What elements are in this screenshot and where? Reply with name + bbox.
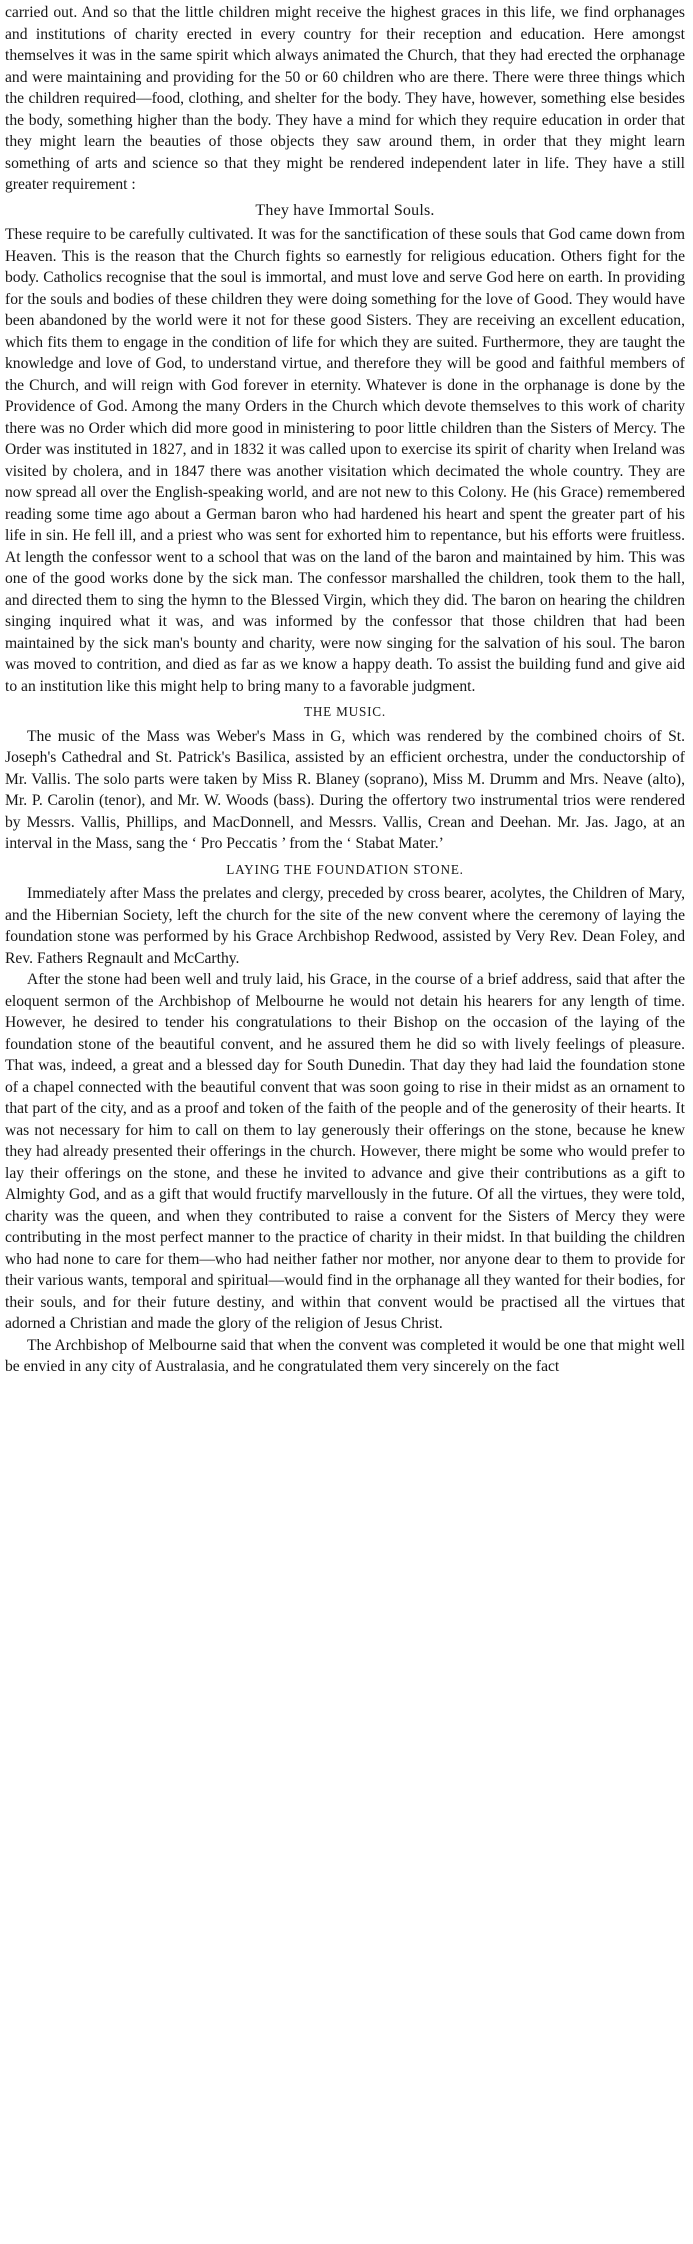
section-heading-foundation-stone: LAYING THE FOUNDATION STONE.	[226, 861, 464, 877]
paragraph-melbourne-archbishop: The Archbishop of Melbourne said that when the convent was completed it would be one that might well be envied in any city of Australasia, and he congratulated them very sincerely on the fact	[5, 1336, 685, 1375]
subheading-immortal-souls: They have Immortal Souls.	[255, 201, 435, 219]
paragraph-orphanage-intro: carried out. And so that the little children might receive the highest graces in this life, we find orphanages and institutions of charity erected in every country for their reception and education. Here amongst themselves it was in the same spirit which always animated the Church, that they had erected the orphanage and were maintaining and providing for the 50 or 60 children who are there. There were three things which the children required—food, clothing, and shelter for the body. They have, however, something else besides the body, something higher than the body. They have a mind for which they require education in order that they might learn the beauties of those objects they saw around them, in order that they might learn something of arts and science so that they might be rendered independent later in life. They have a still greater requirement :	[5, 4, 685, 193]
paragraph-procession: Immediately after Mass the prelates and clergy, preceded by cross bearer, acolytes, the Children of Mary, and the Hibernian Society, left the church for the site of the new convent where the ceremony of laying the foundation stone was performed by his Grace Archbishop Redwood, assisted by Very Rev. Dean Foley, and Rev. Fathers Regnault and McCarthy.	[5, 885, 685, 967]
paragraph-music: The music of the Mass was Weber's Mass in G, which was rendered by the combined choirs of St. Joseph's Cathedral and St. Patrick's Basilica, assisted by an efficient orchestra, under the conductorship of Mr. Vallis. The solo parts were taken by Miss R. Blaney (soprano), Miss M. Drumm and Mrs. Neave (alto), Mr. P. Carolin (tenor), and Mr. W. Woods (bass). During the offertory two instrumental trios were rendered by Messrs. Vallis, Phillips, and MacDonnell, and Messrs. Vallis, Crean and Deehan. Mr. Jas. Jago, at an interval in the Mass, sang the ‘ Pro Peccatis ’ from the ‘ Stabat Mater.’	[5, 727, 685, 852]
section-heading-music: THE MUSIC.	[304, 704, 386, 719]
paragraph-grace-address: After the stone had been well and truly laid, his Grace, in the course of a brief address, said that after the eloquent sermon of the Archbishop of Melbourne he would not detain his hearers for any length of time. However, he desired to tender his congratulations to their Bishop on the occasion of the laying of the foundation stone of the beautiful convent, and he assured them he did so with lively feelings of pleasure. That was, indeed, a great and a blessed day for South Dunedin. That day they had laid the foundation stone of a chapel connected with the beautiful convent that was soon going to rise in their midst as an ornament to that part of the city, and as a proof and token of the faith of the people and of the generosity of their hearts. It was not necessary for him to call on them to lay generously their offerings on the stone, because he knew they had already presented their offerings in the church. However, there might be some who would prefer to lay their offerings on the stone, and these he invited to advance and give their contributions as a gift to Almighty God, and as a gift that would fructify marvellously in the future. Of all the virtues, they were told, charity was the queen, and when they contributed to raise a convent for the Sisters of Mercy they were contributing in the most perfect manner to the practice of charity in their midst. In that building the children who had none to care for them—who had neither father nor mother, nor anyone dear to them to provide for their various wants, temporal and spiritual—would find in the orphanage all they wanted for their bodies, for their souls, and for their future destiny, and within that convent would be practised all the virtues that adorned a Christian and made the glory of the religion of Jesus Christ.	[5, 971, 685, 1332]
paragraph-immortal-souls: These require to be carefully cultivated. It was for the sanctification of these souls that God came down from Heaven. This is the reason that the Church fights so earnestly for religious education. Others fight for the body. Catholics recognise that the soul is immortal, and must love and serve God here on earth. In providing for the souls and bodies of these children they were doing something for the love of Good. They would have been abandoned by the world were it not for these good Sisters. They are receiving an excellent education, which fits them to engage in the condition of life for which they are suited. Furthermore, they are taught the knowledge and love of God, to understand virtue, and therefore they will be good and faithful members of the Church, and will reign with God forever in eternity. Whatever is done in the orphanage is done by the Providence of God. Among the many Orders in the Church which devote themselves to this work of charity there was no Order which did more good in ministering to poor little children than the Sisters of Mercy. The Order was instituted in 1827, and in 1832 it was called upon to exercise its spirit of charity when Ireland was visited by cholera, and in 1847 there was another visitation which decimated the whole country. They are now spread all over the English-speaking world, and are not new to this Colony. He (his Grace) remembered reading some time ago about a German baron who had hardened his heart and spent the greater part of his life in sin. He fell ill, and a priest who was sent for exhorted him to repentance, but his efforts were fruitless. At length the confessor went to a school that was on the land of the baron and maintained by him. This was one of the good works done by the sick man. The confessor marshalled the children, took them to the hall, and directed them to sing the hymn to the Blessed Virgin, which they did. The baron on hearing the children singing inquired what it was, and was informed by the confessor that those children that had been maintained by the sick man's bounty and charity, were now singing for the salvation of his soul. The baron was moved to contrition, and died as far as we know a happy death. To assist the building fund and give aid to an institution like this might help to bring many to a favorable judgment.	[5, 226, 685, 695]
